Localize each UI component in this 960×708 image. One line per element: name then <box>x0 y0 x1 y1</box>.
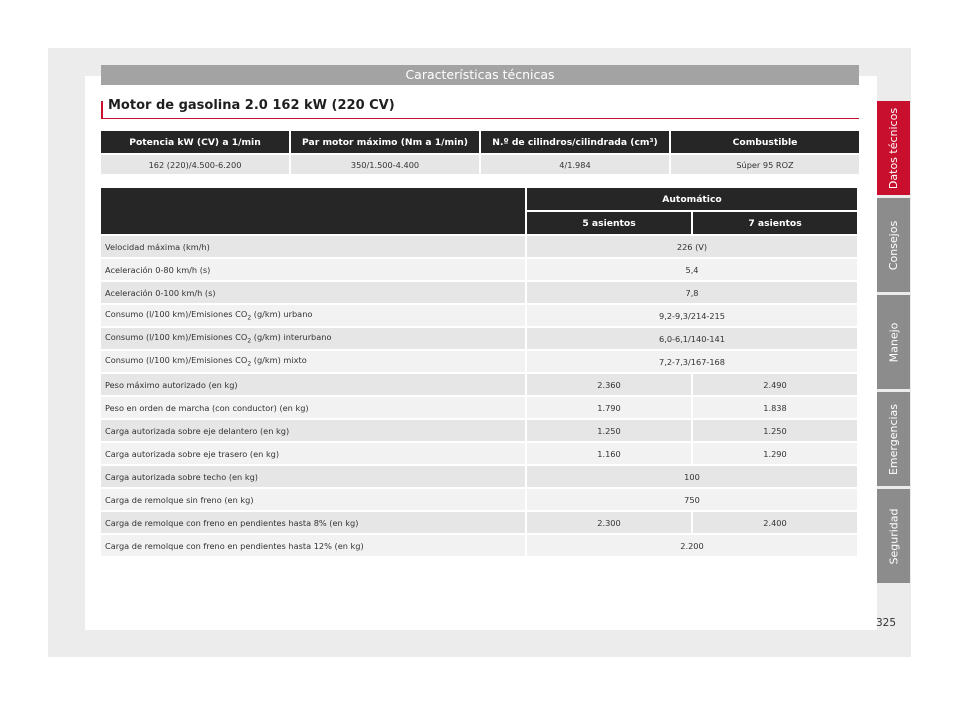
table-row <box>101 420 857 441</box>
spec-label-text: Consumo (l/100 km)/Emisiones CO <box>105 355 248 366</box>
side-tab-label: Consejos <box>887 220 900 270</box>
specs-header-blank <box>101 188 525 234</box>
spec-value-5-seats: 1.250 <box>527 420 691 441</box>
table-row <box>101 351 857 372</box>
spec-value-5-seats: 7,8 <box>527 282 857 303</box>
spec-value-7-seats: 2.400 <box>693 512 857 533</box>
side-tab-2[interactable] <box>877 295 910 389</box>
spec-label: Carga de remolque con freno en pendientes hasta 8% (en kg) <box>101 512 525 533</box>
specs-subheader-5-seats: 5 asientos <box>527 212 691 234</box>
spec-label-text: (g/km) mixto <box>251 355 307 366</box>
specs-table <box>99 186 859 558</box>
spec-label <box>101 351 525 372</box>
engine-value-power: 162 (220)/4.500-6.200 <box>101 155 289 174</box>
section-title-rule <box>101 118 859 119</box>
spec-label-text: Consumo (l/100 km)/Emisiones CO <box>105 309 248 320</box>
engine-value-cylinders: 4/1.984 <box>481 155 669 174</box>
section-title: Motor de gasolina 2.0 162 kW (220 CV) <box>108 98 395 113</box>
spec-label: Aceleración 0-80 km/h (s) <box>101 259 525 280</box>
engine-header-cylinders: N.º de cilindros/cilindrada (cm³) <box>481 131 669 153</box>
specs-group-header: Automático <box>527 188 857 210</box>
engine-header-torque: Par motor máximo (Nm a 1/min) <box>291 131 479 153</box>
spec-value-5-seats: 226 (V) <box>527 236 857 257</box>
spec-label: Carga autorizada sobre eje delantero (en kg) <box>101 420 525 441</box>
table-row <box>101 236 857 257</box>
side-tab-label: Seguridad <box>887 508 900 564</box>
spec-value-5-seats: 6,0-6,1/140-141 <box>527 328 857 349</box>
side-tab-1[interactable] <box>877 198 910 292</box>
spec-value-5-seats: 100 <box>527 466 857 487</box>
table-row <box>101 282 857 303</box>
engine-header-fuel: Combustible <box>671 131 859 153</box>
spec-label: Carga autorizada sobre eje trasero (en kg) <box>101 443 525 464</box>
spec-label-text: Consumo (l/100 km)/Emisiones CO <box>105 332 248 343</box>
side-tab-label: Emergencias <box>887 403 900 475</box>
spec-value-5-seats: 7,2-7,3/167-168 <box>527 351 857 372</box>
table-row <box>101 305 857 326</box>
spec-value-7-seats: 1.838 <box>693 397 857 418</box>
spec-value-5-seats: 9,2-9,3/214-215 <box>527 305 857 326</box>
chapter-header: Características técnicas <box>101 65 859 85</box>
engine-header-power: Potencia kW (CV) a 1/min <box>101 131 289 153</box>
table-row <box>101 397 857 418</box>
spec-label: Carga de remolque sin freno (en kg) <box>101 489 525 510</box>
engine-value-fuel: Súper 95 ROZ <box>671 155 859 174</box>
spec-label <box>101 305 525 326</box>
spec-label-subscript: 2 <box>247 360 252 368</box>
side-tab-4[interactable] <box>877 489 910 583</box>
spec-value-5-seats: 2.300 <box>527 512 691 533</box>
spec-label-text: (g/km) urbano <box>251 309 313 320</box>
table-row <box>101 512 857 533</box>
specs-subheader-7-seats: 7 asientos <box>693 212 857 234</box>
table-row <box>101 259 857 280</box>
page-number: 325 <box>876 617 897 629</box>
spec-label: Carga autorizada sobre techo (en kg) <box>101 466 525 487</box>
spec-value-5-seats: 1.160 <box>527 443 691 464</box>
table-row <box>101 535 857 556</box>
spec-value-5-seats: 5,4 <box>527 259 857 280</box>
table-row <box>101 374 857 395</box>
spec-label-subscript: 2 <box>247 337 252 345</box>
section-title-marker <box>101 101 103 118</box>
table-row <box>101 466 857 487</box>
engine-value-torque: 350/1.500-4.400 <box>291 155 479 174</box>
spec-value-5-seats: 750 <box>527 489 857 510</box>
table-row <box>101 489 857 510</box>
spec-label-text: (g/km) interurbano <box>251 332 332 343</box>
spec-label: Peso máximo autorizado (en kg) <box>101 374 525 395</box>
spec-value-7-seats: 1.290 <box>693 443 857 464</box>
spec-label: Aceleración 0-100 km/h (s) <box>101 282 525 303</box>
spec-value-7-seats: 1.250 <box>693 420 857 441</box>
engine-table <box>99 129 861 176</box>
spec-value-5-seats: 1.790 <box>527 397 691 418</box>
spec-value-5-seats: 2.200 <box>527 535 857 556</box>
side-tab-0[interactable] <box>877 101 910 195</box>
spec-label: Velocidad máxima (km/h) <box>101 236 525 257</box>
spec-label <box>101 328 525 349</box>
table-row <box>101 328 857 349</box>
spec-value-5-seats: 2.360 <box>527 374 691 395</box>
spec-label-subscript: 2 <box>247 314 252 322</box>
side-tab-3[interactable] <box>877 392 910 486</box>
table-row <box>101 443 857 464</box>
side-tab-label: Datos técnicos <box>887 107 900 189</box>
specs-table-body <box>101 236 857 556</box>
spec-label: Peso en orden de marcha (con conductor) (en kg) <box>101 397 525 418</box>
spec-value-7-seats: 2.490 <box>693 374 857 395</box>
spec-label: Carga de remolque con freno en pendientes hasta 12% (en kg) <box>101 535 525 556</box>
side-tab-label: Manejo <box>887 322 901 362</box>
